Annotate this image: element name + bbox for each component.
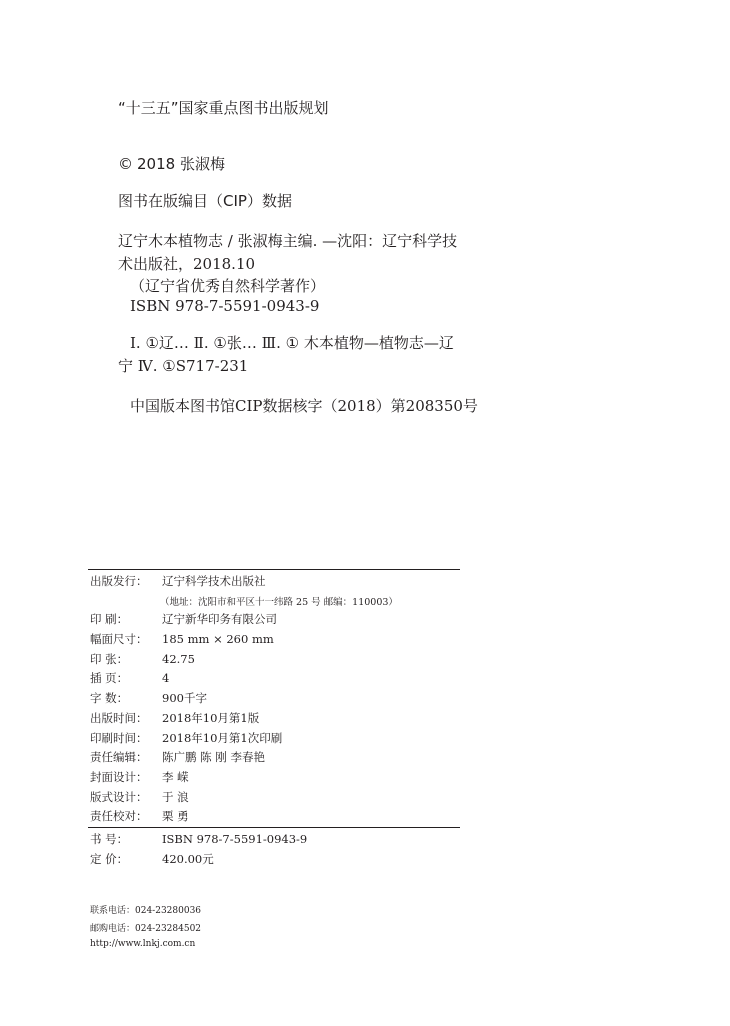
info-label: 字 数： [90, 691, 129, 705]
info-row-print-date [90, 730, 282, 746]
info-value: 陈广鹏 陈 刚 李春艳 [162, 750, 265, 764]
info-value: 185 mm × 260 mm [162, 632, 274, 646]
info-label: 出版时间： [90, 711, 148, 725]
info-value: 2018年10月第1次印刷 [162, 731, 283, 745]
info-row-price [90, 851, 214, 867]
info-row-isbn [90, 831, 307, 847]
info-row-layout-design [90, 789, 189, 805]
info-value: 栗 勇 [162, 809, 189, 823]
info-value: 2018年10月第1版 [162, 711, 260, 725]
info-value: ISBN 978-7-5591-0943-9 [162, 832, 308, 846]
info-row-proofreader [90, 808, 189, 824]
info-row-printer [90, 611, 277, 627]
copyright-icon: © [118, 155, 133, 173]
cip-line-2: 术出版社，2018.10 [118, 255, 256, 273]
info-value: 420.00元 [162, 852, 214, 866]
cip-library-number: 中国版本图书馆CIP数据核字（2018）第208350号 [130, 397, 478, 415]
info-row-publish-date [90, 710, 259, 726]
info-label: 插 页： [90, 671, 129, 685]
info-label: 印刷时间： [90, 731, 148, 745]
contact-phone: 联系电话：024-23280036 [90, 906, 202, 916]
copyright-text: 2018 张淑梅 [137, 155, 225, 173]
info-row-plates [90, 670, 169, 686]
info-value: 辽宁科学技术出版社 [162, 574, 266, 588]
cip-heading: 图书在版编目（CIP）数据 [118, 192, 292, 210]
cip-line-1: 辽宁木本植物志 / 张淑梅主编. —沈阳：辽宁科学技 [118, 232, 458, 250]
info-label: 责任编辑： [90, 750, 148, 764]
info-value: 于 浪 [162, 790, 189, 804]
info-label: 定 价： [90, 852, 129, 866]
cip-classification-2: 宁 Ⅳ. ①S717-231 [118, 357, 249, 375]
info-value: 42.75 [162, 652, 195, 666]
info-row-wordcount [90, 690, 207, 706]
info-value: 4 [162, 671, 170, 685]
national-plan-title: “十三五”国家重点图书出版规划 [118, 99, 329, 117]
info-value: 李 嵘 [162, 770, 189, 784]
divider-middle [88, 827, 460, 828]
cip-line-3: （辽宁省优秀自然科学著作） [130, 277, 326, 295]
cip-classification-1: Ⅰ. ①辽… Ⅱ. ①张… Ⅲ. ① 木本植物—植物志—辽 [130, 334, 454, 352]
divider-top [88, 569, 460, 570]
info-label: 封面设计： [90, 770, 148, 784]
info-label: 印 张： [90, 652, 129, 666]
info-label: 幅面尺寸： [90, 632, 148, 646]
info-value: 900千字 [162, 691, 207, 705]
info-value: 辽宁新华印务有限公司 [162, 612, 277, 626]
info-row-format [90, 631, 274, 647]
info-label: 版式设计： [90, 790, 148, 804]
info-row-cover-design [90, 769, 189, 785]
contact-mail-order-phone: 邮购电话：024-23284502 [90, 924, 202, 934]
info-label: 书 号： [90, 832, 129, 846]
cip-isbn: ISBN 978-7-5591-0943-9 [130, 297, 320, 315]
contact-website: http://www.lnkj.com.cn [90, 939, 196, 949]
publisher-address: （地址：沈阳市和平区十一纬路 25 号 邮编：110003） [160, 597, 398, 608]
info-label: 责任校对： [90, 809, 148, 823]
info-row-editors [90, 749, 265, 765]
info-label: 印 刷： [90, 612, 129, 626]
info-row-publisher [90, 573, 266, 589]
info-label: 出版发行： [90, 574, 148, 588]
copyright-line [118, 153, 225, 174]
info-row-sheets [90, 651, 195, 667]
